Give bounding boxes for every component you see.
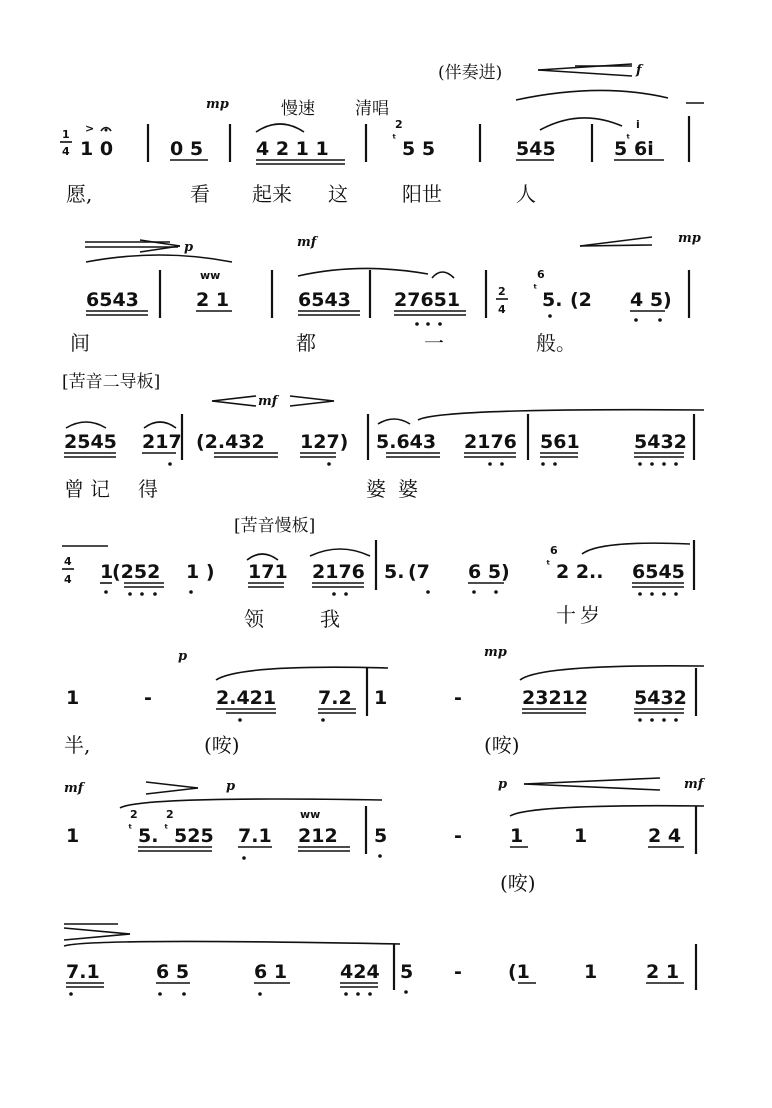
note-group: 5 (374, 825, 388, 847)
dynamic-p: p (226, 779, 236, 794)
dynamic-p: p (498, 777, 508, 792)
meter-bottom: 4 (62, 145, 70, 158)
lyric: 得 (138, 477, 158, 501)
note-group: 1 (574, 825, 588, 847)
score-line-6 (64, 777, 706, 895)
section-label: [苦音慢板] (234, 516, 316, 536)
lyric: 愿, (66, 182, 93, 206)
grace-note: 2 (166, 808, 174, 821)
note-group: - (454, 825, 462, 847)
note-group: 545 (516, 138, 556, 160)
grace-note: 2 (395, 118, 403, 131)
svg-text:ᵗ: ᵗ (546, 558, 551, 571)
note-group: 6543 (298, 289, 351, 311)
note-group: - (454, 687, 462, 709)
note-group: 1 (374, 687, 388, 709)
note-group: 5. (542, 289, 563, 311)
note-group: 6545 (632, 561, 685, 583)
note-group: 424 (340, 961, 380, 983)
note-group: 1 (66, 825, 80, 847)
note-group: 2.421 (216, 687, 277, 709)
svg-text:ᵗ: ᵗ (128, 822, 133, 835)
note-group: - (144, 687, 152, 709)
svg-text:ᵗ: ᵗ (164, 822, 169, 835)
note-group: (7 (408, 561, 430, 583)
note-group: (2.432 (196, 431, 265, 453)
note-group: 5432 (634, 431, 687, 453)
slur (540, 118, 622, 130)
svg-text:ww: ww (300, 808, 321, 821)
dynamic-p: p (178, 649, 188, 664)
grace-note: 2 (130, 808, 138, 821)
note-group: 2 4 (648, 825, 682, 847)
score-line-2 (70, 231, 701, 355)
note-group: 7.2 (318, 687, 352, 709)
note-group: (252 (112, 561, 161, 583)
note-group: 5 5 (402, 138, 436, 160)
meter-top: 1 (62, 128, 70, 141)
score-line-4 (62, 516, 694, 631)
lyric: (咹) (204, 733, 240, 757)
note-group: 5432 (634, 687, 687, 709)
slur (86, 255, 232, 262)
note-group: 7.1 (238, 825, 272, 847)
crescendo-hairpin (538, 64, 632, 76)
lyric: 看 (190, 182, 210, 206)
dynamic-mf: mf (258, 394, 278, 409)
lyric: 人 (516, 182, 536, 206)
note-group: 2 1 (646, 961, 680, 983)
note-group: 525 (174, 825, 214, 847)
meter-bottom: 4 (498, 303, 506, 316)
lyric: 间 (70, 331, 90, 355)
dynamic-mp: mp (678, 231, 701, 246)
dynamic-mf: mf (64, 781, 84, 796)
svg-text:ᵗ: ᵗ (533, 282, 538, 295)
note-group: 1 ) (186, 561, 215, 583)
lyric: (咹) (500, 871, 536, 895)
lyric: 一 (424, 331, 444, 355)
dynamic-mf: mf (297, 235, 317, 250)
lyric: 婆 (366, 477, 386, 501)
grace-sign: ᵗ (392, 132, 397, 145)
accompaniment-entry-note: (伴奏进) (438, 63, 503, 83)
note-group: (2 (570, 289, 592, 311)
lyric: 婆 (398, 477, 418, 501)
lyric: 我 (320, 607, 340, 631)
score-line-5 (64, 645, 704, 757)
note-group: 2 1 (196, 289, 230, 311)
note-group: 6i (634, 138, 654, 160)
lyric: 曾 (64, 477, 84, 501)
lyric: 阳世 (402, 182, 442, 206)
lyric: (咹) (484, 733, 520, 757)
note-group: 127) (300, 431, 349, 453)
dynamic-p: p (184, 240, 194, 255)
section-label: [苦音二导板] (62, 372, 161, 392)
meter-top: 4 (64, 555, 72, 568)
note-group: 2545 (64, 431, 117, 453)
note-group: 6543 (86, 289, 139, 311)
slur (298, 268, 428, 276)
note-group: 6 5) (468, 561, 510, 583)
lyric: 十 (556, 603, 576, 627)
note-group: 1 (510, 825, 524, 847)
note-group: 2176 (312, 561, 365, 583)
note-group: 171 (248, 561, 288, 583)
style-label: 清唱 (355, 99, 389, 119)
lyric: 岁 (580, 603, 600, 627)
svg-text:ᵗ: ᵗ (626, 132, 631, 145)
note-group: 4 2 1 1 (256, 138, 329, 160)
note-group: 212 (298, 825, 338, 847)
lyric: 记 (90, 477, 110, 501)
tempo-label: 慢速 (281, 99, 315, 119)
note-group: (1 (508, 961, 530, 983)
meter-bottom: 4 (64, 573, 72, 586)
slur (516, 90, 668, 100)
dynamic-mp: mp (484, 645, 507, 660)
grace-note: 6 (537, 268, 545, 281)
note-group: 23212 (522, 687, 589, 709)
lyric: 起来 (252, 182, 292, 206)
note-group: 1 (100, 561, 114, 583)
score-line-1 (60, 90, 704, 206)
note-group: - (454, 961, 462, 983)
lyric: 半, (64, 733, 91, 757)
note-group: 561 (540, 431, 580, 453)
grace-note: i (636, 118, 640, 131)
slur (256, 124, 304, 132)
lyric: 领 (244, 607, 264, 631)
lyric: 都 (296, 331, 316, 355)
dynamic-f: f (636, 63, 642, 78)
slur (432, 272, 454, 278)
note-group: 27651 (394, 289, 461, 311)
score-line-3 (62, 372, 704, 501)
score-line-7 (64, 924, 696, 996)
note-group: 7.1 (66, 961, 100, 983)
dynamic-mp: mp (206, 97, 229, 112)
note-group: 5.643 (376, 431, 437, 453)
accent-mark: > (85, 122, 95, 135)
note-group: 4 5) (630, 289, 672, 311)
svg-text:ww: ww (200, 269, 221, 282)
meter-top: 2 (498, 285, 506, 298)
note-group: 0 5 (170, 138, 204, 160)
lyric: 般。 (536, 331, 576, 355)
note-group: 2 2.. (556, 561, 604, 583)
note-group: 6 1 (254, 961, 288, 983)
note-group: 1 (584, 961, 598, 983)
dynamic-mf: mf (684, 777, 704, 792)
note-group: 5 (614, 138, 628, 160)
note-group: 2176 (464, 431, 517, 453)
note-group: 1 (66, 687, 80, 709)
note-group: 1 0 (80, 138, 114, 160)
note-group: 5 (400, 961, 414, 983)
note-group: 5. (138, 825, 159, 847)
lyric: 这 (328, 182, 348, 206)
note-group: 217 (142, 431, 182, 453)
grace-note: 6 (550, 544, 558, 557)
note-group: 5. (384, 561, 405, 583)
note-group: 6 5 (156, 961, 190, 983)
